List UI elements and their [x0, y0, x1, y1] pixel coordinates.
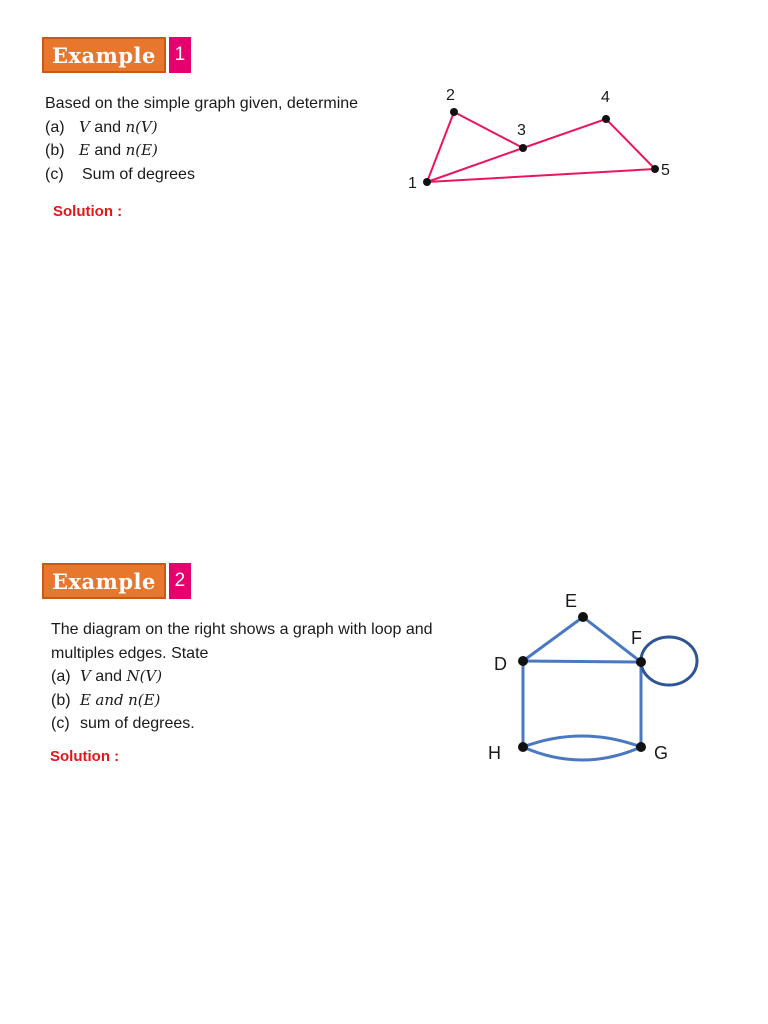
example-2-item-b: (b) E and n(E) — [51, 690, 161, 709]
vertex-G — [636, 742, 646, 752]
example-2-badge-word: Example — [42, 563, 166, 599]
example-1-badge-number: 1 — [169, 37, 191, 73]
example-2-solution-label: Solution : — [50, 748, 120, 765]
example-1-item-b: (b) E and n(E) — [45, 141, 158, 159]
edge-D-F — [523, 661, 641, 662]
vertex-label-E: E — [565, 591, 578, 611]
loop-F — [641, 637, 697, 685]
vertex-label-1: 1 — [408, 175, 417, 192]
vertex-E — [578, 612, 588, 622]
vertex-label-H: H — [488, 743, 501, 763]
edge-H-G-lower — [523, 747, 641, 760]
vertex-H — [518, 742, 528, 752]
example-2-intro-line-2: multiples edges. State — [51, 644, 209, 662]
example-1-item-c: (c) Sum of degrees — [45, 165, 195, 183]
vertex-label-4: 4 — [601, 89, 610, 106]
example-2-item-a: (a) V and N(V) — [51, 667, 163, 685]
vertex-D — [518, 656, 528, 666]
example-1-intro: Based on the simple graph given, determine — [45, 95, 359, 112]
vertex-label-G: G — [654, 743, 669, 763]
vertex-label-F: F — [631, 628, 642, 648]
example-2-intro-line-1: The diagram on the right shows a graph with loop and — [51, 621, 433, 638]
vertex-label-5: 5 — [661, 162, 670, 179]
vertex-label-3: 3 — [517, 122, 526, 139]
vertex-F — [636, 657, 646, 667]
example-1-solution-label: Solution : — [53, 203, 123, 220]
edge-H-G-upper — [523, 736, 641, 747]
vertex-label-2: 2 — [446, 87, 455, 104]
example-1-badge-word: Example — [42, 37, 166, 73]
example-2-item-c: (c) sum of degrees. — [51, 715, 195, 732]
edge-D-E — [523, 617, 583, 661]
vertex-label-D: D — [494, 654, 507, 674]
example-1-item-a: (a) V and n(V) — [45, 117, 158, 136]
example-2-badge-number: 2 — [169, 563, 191, 599]
